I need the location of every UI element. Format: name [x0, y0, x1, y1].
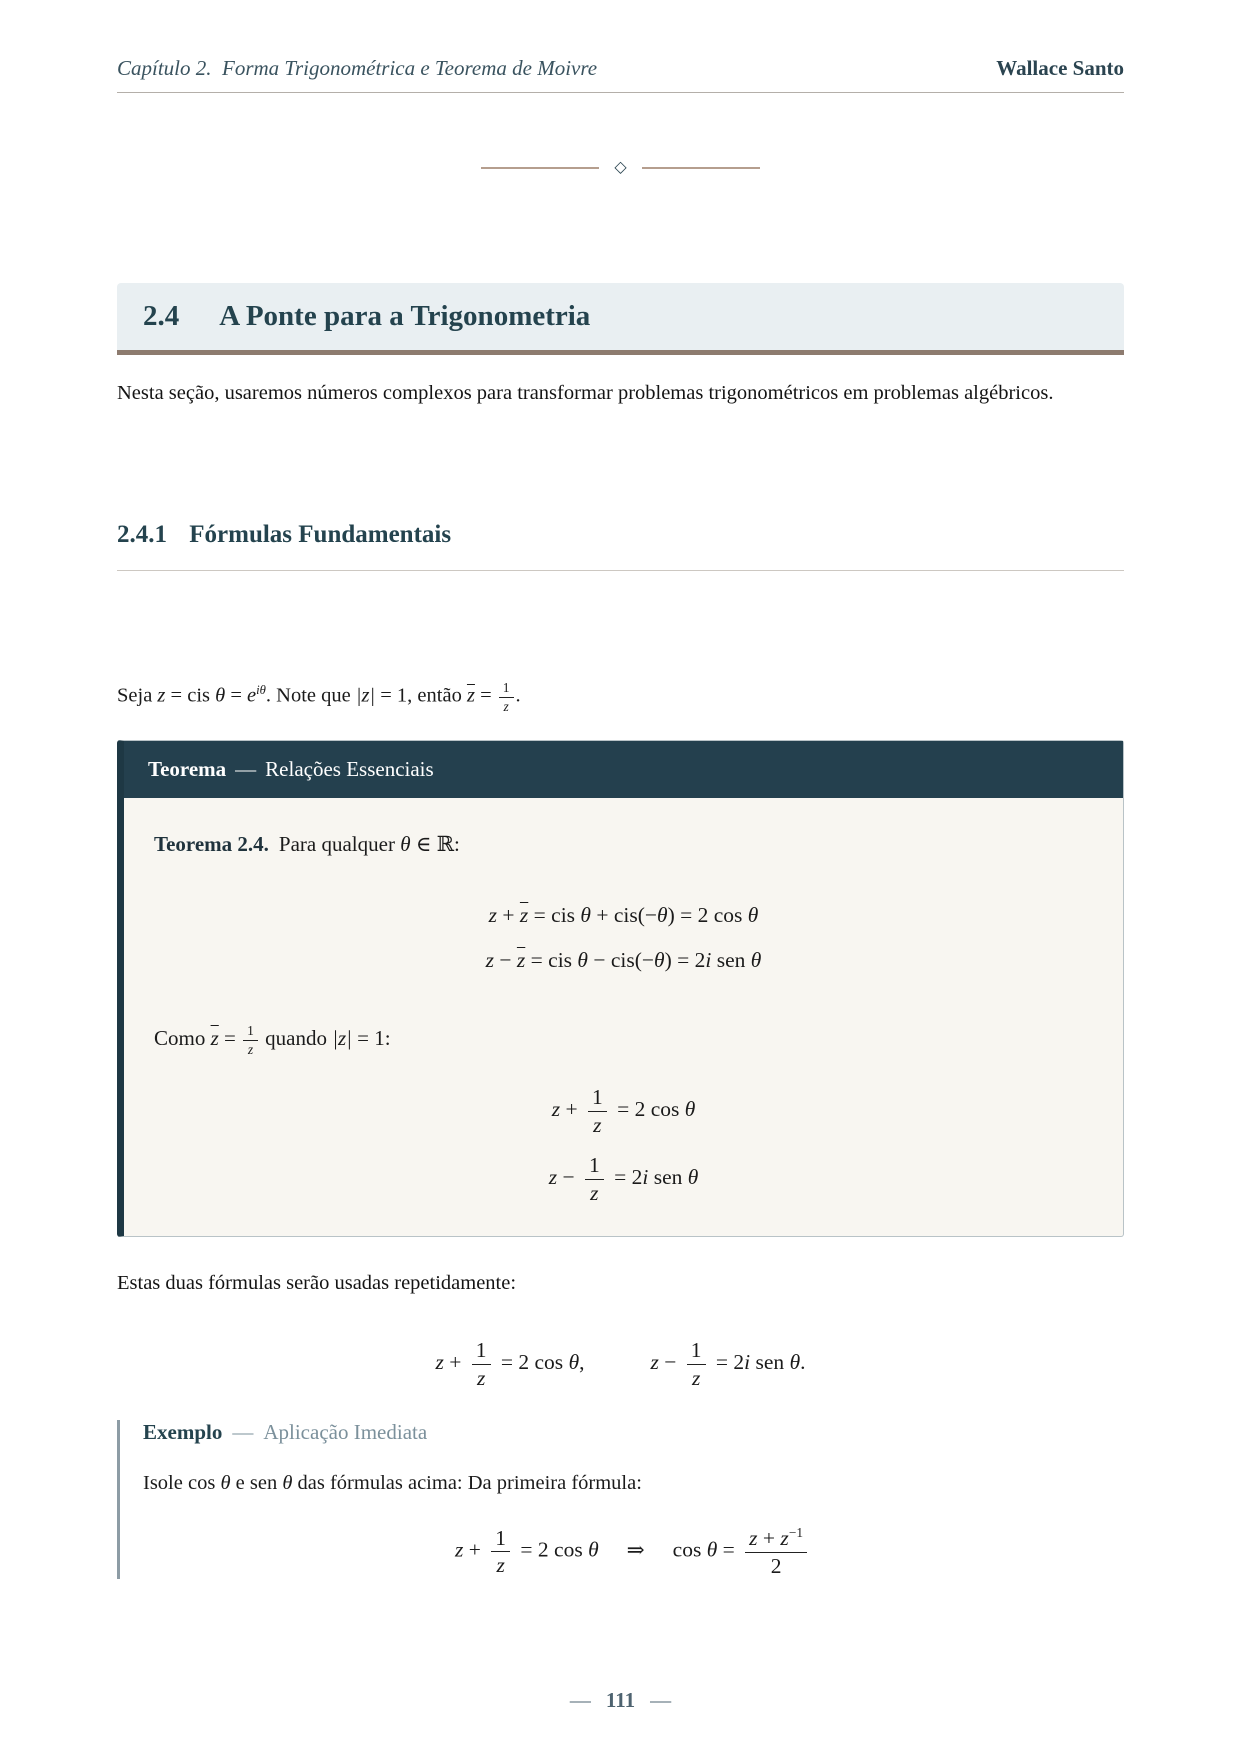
- fraction-1-over-z: [687, 1338, 706, 1390]
- divider-line-left: [481, 167, 599, 169]
- fraction-numerator: 1: [243, 1023, 258, 1041]
- math-token: z: [551, 1097, 561, 1122]
- fraction-numerator: 1: [499, 680, 514, 698]
- math-token: z: [548, 1165, 558, 1190]
- theta-symbol: θ: [750, 948, 762, 972]
- fraction-denominator: z: [247, 1041, 254, 1057]
- math-token: + cis(−: [590, 903, 658, 927]
- fraction-numerator: 1: [588, 1085, 607, 1112]
- math-token: z: [780, 1526, 789, 1551]
- math-token: =: [717, 1537, 741, 1562]
- theta-symbol: θ: [654, 948, 665, 972]
- math-token: = 2 cos: [515, 1537, 589, 1562]
- theta-symbol: θ: [588, 1537, 599, 1562]
- theorem-header: [124, 741, 1123, 798]
- theta-symbol: θ: [684, 1097, 696, 1122]
- math-token: ) = 2 cos: [667, 903, 748, 927]
- theta-symbol: θ: [789, 1350, 801, 1375]
- math-token: = 1:: [351, 1025, 391, 1050]
- exponent: −1: [788, 1525, 803, 1540]
- math-token: = 2: [710, 1350, 745, 1375]
- z-conjugate: $\overline{z}$: [519, 903, 529, 927]
- theta-symbol: θ: [687, 1165, 699, 1190]
- math-token: Isole cos: [143, 1472, 221, 1494]
- estas-paragraph: Estas duas fórmulas serão usadas repetidamente:: [117, 1272, 517, 1294]
- math-token: cos: [672, 1537, 707, 1562]
- fraction-denominator: z: [590, 1181, 599, 1206]
- equation-diff-conjugate: [154, 948, 1093, 973]
- fraction-denominator: z: [691, 1365, 701, 1390]
- page-header: [117, 56, 1124, 93]
- math-token: z: [650, 1350, 659, 1375]
- fraction-1-over-z: [588, 1085, 607, 1137]
- imaginary-i: i: [705, 948, 712, 972]
- z-conjugate: $\overline{z}$: [466, 684, 475, 707]
- theta-symbol: θ: [580, 903, 591, 927]
- math-token: +: [497, 903, 520, 927]
- theorem-header-label: Teorema: [148, 757, 227, 781]
- math-token: ) = 2: [664, 948, 706, 972]
- example-text: [143, 1472, 1124, 1495]
- math-token: − cis(−: [587, 948, 655, 972]
- theorem-number-label: Teorema 2.4.: [154, 832, 269, 856]
- theorem-box: [117, 740, 1124, 1237]
- section-heading: [117, 283, 1124, 355]
- math-token: e sen: [230, 1472, 283, 1494]
- math-token: Como: [154, 1025, 211, 1050]
- theta-symbol: θ: [220, 1472, 231, 1494]
- example-block: [117, 1420, 1124, 1579]
- math-token: = 1, então: [375, 684, 467, 707]
- theta-symbol: θ: [747, 903, 759, 927]
- math-token: z: [749, 1526, 758, 1551]
- theta-symbol: θ: [215, 684, 226, 707]
- fraction-numerator: 1: [585, 1153, 604, 1180]
- theorem-header-dash: —: [235, 757, 257, 781]
- math-token: Seja: [117, 684, 158, 707]
- math-token: ∈ ℝ:: [410, 832, 460, 856]
- repeated-formulas: [117, 1338, 1124, 1390]
- math-token: −: [658, 1350, 682, 1375]
- footer-dash-right: —: [650, 1688, 672, 1712]
- math-token: .: [515, 684, 521, 707]
- implies-arrow: ⇒: [626, 1537, 645, 1562]
- fraction-numerator: 1: [687, 1338, 706, 1365]
- chapter-running-title: Capítulo 2. Forma Trigonométrica e Teorema de Moivre: [117, 56, 598, 80]
- math-token: z: [157, 684, 166, 707]
- example-equation: [143, 1525, 1124, 1579]
- section-divider: [0, 160, 1241, 176]
- theta-symbol: θ: [568, 1350, 580, 1375]
- fraction-denominator: z: [496, 1553, 505, 1578]
- example-header: [143, 1420, 1124, 1445]
- theta-symbol: θ: [577, 948, 588, 972]
- z-conjugate: $\overline{z}$: [210, 1025, 219, 1050]
- math-token: = 2 cos: [611, 1097, 685, 1122]
- math-token: +: [463, 1537, 487, 1562]
- theta-symbol: θ: [282, 1472, 293, 1494]
- fraction-numerator: [745, 1525, 807, 1553]
- math-token: +: [443, 1350, 467, 1375]
- math-token: quando: [259, 1025, 333, 1050]
- math-token: z: [488, 903, 498, 927]
- math-token: z: [485, 948, 495, 972]
- math-token: −: [494, 948, 517, 972]
- theta-symbol: θ: [706, 1537, 718, 1562]
- math-token: +: [757, 1526, 781, 1551]
- theorem-statement: [154, 832, 1093, 857]
- example-dash: —: [232, 1420, 254, 1444]
- math-token: z: [435, 1350, 444, 1375]
- math-token: Para qualquer: [278, 832, 401, 856]
- math-token: = cis: [528, 903, 581, 927]
- math-token: = cis: [525, 948, 578, 972]
- footer-dash-left: —: [569, 1688, 591, 1712]
- z-conjugate: $\overline{z}$: [516, 948, 526, 972]
- inline-math-paragraph: [117, 680, 1124, 714]
- divider-line-right: [642, 167, 760, 169]
- fraction-numerator: 1: [491, 1526, 510, 1553]
- subsection-number: 2.4.1: [117, 521, 167, 548]
- exponent: iθ: [256, 682, 266, 697]
- fraction-z-plus-zinv-over-2: [745, 1525, 807, 1579]
- author-name: Wallace Santo: [996, 56, 1124, 80]
- math-token: =: [225, 684, 248, 707]
- math-token: =: [218, 1025, 242, 1050]
- fraction-denominator: z: [476, 1365, 486, 1390]
- math-token: sen: [750, 1350, 790, 1375]
- fraction-denominator: 2: [770, 1553, 782, 1578]
- display-equation-diff: [154, 1153, 1093, 1205]
- math-token: e: [247, 684, 257, 707]
- intro-paragraph: Nesta seção, usaremos números complexos para transformar problemas trigonométricos em problemas algébricos.: [117, 382, 1054, 404]
- fraction-1-over-z: [472, 1338, 491, 1390]
- math-token: −: [557, 1165, 580, 1190]
- fraction-1-over-z: [499, 680, 514, 714]
- fraction-numerator: 1: [472, 1338, 491, 1365]
- math-token: . Note que: [265, 684, 356, 707]
- math-token: das fórmulas acima: Da primeira fórmula:: [292, 1472, 642, 1494]
- math-token: sen: [648, 1165, 688, 1190]
- math-token: sen: [711, 948, 751, 972]
- math-token: = cis: [165, 684, 216, 707]
- math-token: =: [474, 684, 497, 707]
- section-number: 2.4: [143, 300, 180, 332]
- fraction-1-over-z: [585, 1153, 604, 1205]
- theorem-header-title: Relações Essenciais: [265, 757, 434, 781]
- fraction-1-over-z: [243, 1023, 258, 1057]
- display-equation-sum: [154, 1085, 1093, 1137]
- math-token: = 2: [608, 1165, 643, 1190]
- como-paragraph: [154, 1023, 1093, 1057]
- subsection-heading: [117, 521, 1124, 571]
- modulus-z: |z|: [332, 1025, 352, 1050]
- math-token: +: [560, 1097, 583, 1122]
- imaginary-i: i: [642, 1165, 649, 1190]
- equation-sum-conjugate: [154, 903, 1093, 928]
- imaginary-i: i: [744, 1350, 751, 1375]
- math-token: = 2 cos: [495, 1350, 569, 1375]
- example-label: Exemplo: [143, 1420, 223, 1444]
- diamond-icon: ◇: [614, 159, 627, 176]
- theta-symbol: θ: [657, 903, 668, 927]
- section-title: A Ponte para a Trigonometria: [219, 300, 591, 332]
- math-token: .: [800, 1350, 806, 1375]
- page-footer: [0, 1688, 1241, 1713]
- math-token: z: [455, 1537, 464, 1562]
- fraction-denominator: z: [593, 1112, 602, 1137]
- fraction-denominator: z: [503, 698, 509, 714]
- modulus-z: |z|: [355, 684, 376, 707]
- page-number: 111: [605, 1688, 636, 1712]
- fraction-1-over-z: [491, 1526, 510, 1578]
- example-subtitle: Aplicação Imediata: [263, 1420, 428, 1444]
- math-token: ,: [579, 1350, 585, 1375]
- subsection-title: Fórmulas Fundamentais: [189, 521, 452, 548]
- theorem-body: [124, 798, 1123, 1236]
- theta-symbol: θ: [400, 832, 411, 856]
